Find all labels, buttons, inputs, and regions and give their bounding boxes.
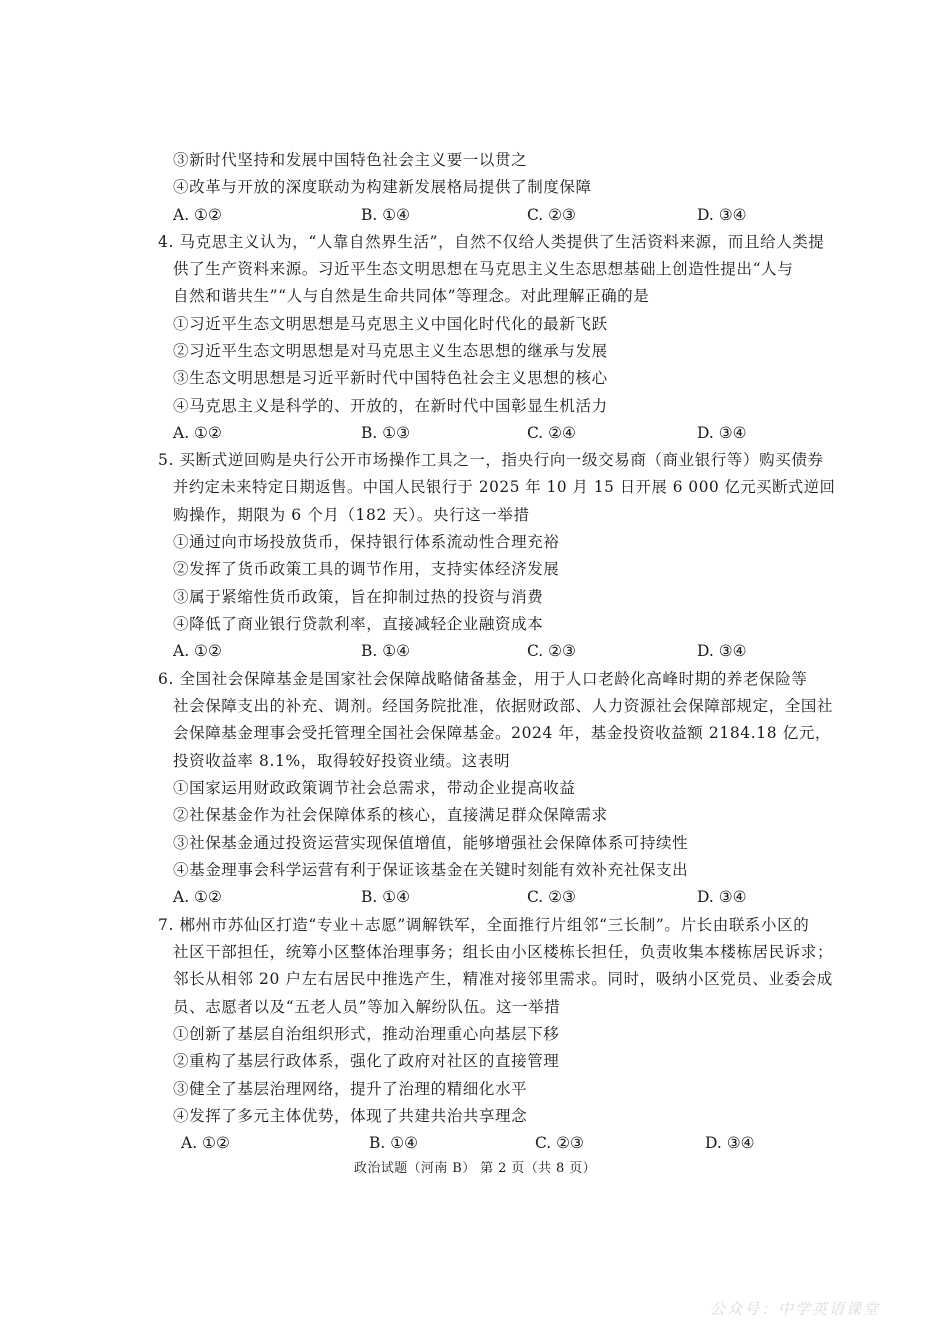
q5-statement-4: ④降低了商业银行贷款利率，直接减轻企业融资成本 bbox=[173, 615, 544, 633]
q5-option-d: D. ③④ bbox=[697, 642, 747, 660]
q3-option-b: B. ①④ bbox=[361, 206, 411, 224]
q7-stem-line: 邻长从相邻 20 户左右居民中推选产生，精准对接邻里需求。同时，吸纳小区党员、业委会成 bbox=[173, 970, 833, 988]
q4-stem-line: 自然和谐共生”“人与自然是生命共同体”等理念。对此理解正确的是 bbox=[173, 287, 650, 305]
q7-option-b: B. ①④ bbox=[369, 1134, 419, 1152]
q6-option-c: C. ②③ bbox=[527, 888, 576, 906]
q4-option-c: C. ②④ bbox=[527, 424, 576, 442]
q7-statement-2: ②重构了基层行政体系，强化了政府对社区的直接管理 bbox=[173, 1052, 560, 1070]
q3-option-c: C. ②③ bbox=[527, 206, 576, 224]
q5-option-b: B. ①④ bbox=[361, 642, 411, 660]
q6-statement-3: ③社保基金通过投资运营实现保值增值，能够增强社会保障体系可持续性 bbox=[173, 834, 689, 852]
q7-statement-4: ④发挥了多元主体优势，体现了共建共治共享理念 bbox=[173, 1107, 528, 1125]
q7-options bbox=[181, 1133, 801, 1153]
q3-statement-3: ③新时代坚持和发展中国特色社会主义要一以贯之 bbox=[173, 151, 528, 169]
q6-option-a: A. ①② bbox=[173, 888, 222, 906]
q3-option-a: A. ①② bbox=[173, 206, 222, 224]
q6-statement-2: ②社保基金作为社会保障体系的核心，直接满足群众保障需求 bbox=[173, 806, 608, 824]
q3-option-d: D. ③④ bbox=[697, 206, 747, 224]
q5-option-c: C. ②③ bbox=[527, 642, 576, 660]
q5-stem-line: 并约定未来特定日期返售。中国人民银行于 2025 年 10 月 15 日开展 6 000 亿元买断式逆回 bbox=[173, 478, 836, 496]
q6-option-b: B. ①④ bbox=[361, 888, 411, 906]
q5-option-a: A. ①② bbox=[173, 642, 222, 660]
q5-statement-2: ②发挥了货币政策工具的调节作用，支持实体经济发展 bbox=[173, 560, 560, 578]
q6-stem-line: 投资收益率 8.1%，取得较好投资业绩。这表明 bbox=[173, 752, 511, 770]
q4-option-d: D. ③④ bbox=[697, 424, 747, 442]
q4-statement-3: ③生态文明思想是习近平新时代中国特色社会主义思想的核心 bbox=[173, 369, 608, 387]
q7-option-d: D. ③④ bbox=[705, 1134, 755, 1152]
page-footer: 政治试题（河南 B） 第 2 页（共 8 页） bbox=[353, 1161, 597, 1176]
q4-option-b: B. ①③ bbox=[361, 424, 411, 442]
q7-stem-line: 7. 郴州市苏仙区打造“专业＋志愿”调解铁军，全面推行片组邻“三长制”。片长由联系小区的 bbox=[158, 916, 810, 934]
q6-statement-1: ①国家运用财政政策调节社会总需求，带动企业提高收益 bbox=[173, 779, 576, 797]
q6-options bbox=[173, 887, 793, 907]
q6-statement-4: ④基金理事会科学运营有利于保证该基金在关键时刻能有效补充社保支出 bbox=[173, 861, 689, 879]
q4-option-a: A. ①② bbox=[173, 424, 222, 442]
q4-statement-2: ②习近平生态文明思想是对马克思主义生态思想的继承与发展 bbox=[173, 342, 608, 360]
q7-statement-1: ①创新了基层自治组织形式，推动治理重心向基层下移 bbox=[173, 1025, 560, 1043]
q4-stem-line: 4. 马克思主义认为，“人靠自然界生活”，自然不仅给人类提供了生活资料来源，而且给人类提 bbox=[158, 233, 825, 251]
q4-statement-1: ①习近平生态文明思想是马克思主义中国化时代化的最新飞跃 bbox=[173, 315, 608, 333]
q6-stem-line: 社会保障支出的补充、调剂。经国务院批准，依据财政部、人力资源社会保障部规定，全国社 bbox=[173, 697, 834, 715]
q7-statement-3: ③健全了基层治理网络，提升了治理的精细化水平 bbox=[173, 1080, 528, 1098]
q6-stem-line: 会保障基金理事会受托管理全国社会保障基金。2024 年，基金投资收益额 2184.18 亿元， bbox=[173, 724, 832, 742]
q7-stem-line: 员、志愿者以及“五老人员”等加入解纷队伍。这一举措 bbox=[173, 998, 561, 1016]
q3-options bbox=[173, 205, 793, 225]
q4-options bbox=[173, 423, 793, 443]
q5-stem-line: 购操作，期限为 6 个月（182 天）。央行这一举措 bbox=[173, 506, 530, 524]
q5-statement-1: ①通过向市场投放货币，保持银行体系流动性合理充裕 bbox=[173, 533, 560, 551]
q3-statement-4: ④改革与开放的深度联动为构建新发展格局提供了制度保障 bbox=[173, 178, 592, 196]
q7-stem-line: 社区干部担任，统筹小区整体治理事务；组长由小区楼栋长担任，负责收集本楼栋居民诉求； bbox=[173, 943, 834, 961]
q5-statement-3: ③属于紧缩性货币政策，旨在抑制过热的投资与消费 bbox=[173, 588, 544, 606]
q5-stem-line: 5. 买断式逆回购是央行公开市场操作工具之一，指央行向一级交易商（商业银行等）购买债券 bbox=[158, 451, 824, 469]
q6-stem-line: 6. 全国社会保障基金是国家社会保障战略储备基金，用于人口老龄化高峰时期的养老保险等 bbox=[158, 670, 808, 688]
watermark: 公众号：中学英语课堂 bbox=[709, 1300, 880, 1318]
q4-statement-4: ④马克思主义是科学的、开放的，在新时代中国彰显生机活力 bbox=[173, 397, 608, 415]
q7-option-a: A. ①② bbox=[181, 1134, 230, 1152]
q5-options bbox=[173, 641, 793, 661]
q4-stem-line: 供了生产资料来源。习近平生态文明思想在马克思主义生态思想基础上创造性提出“人与 bbox=[173, 260, 794, 278]
q7-option-c: C. ②③ bbox=[535, 1134, 584, 1152]
q6-option-d: D. ③④ bbox=[697, 888, 747, 906]
